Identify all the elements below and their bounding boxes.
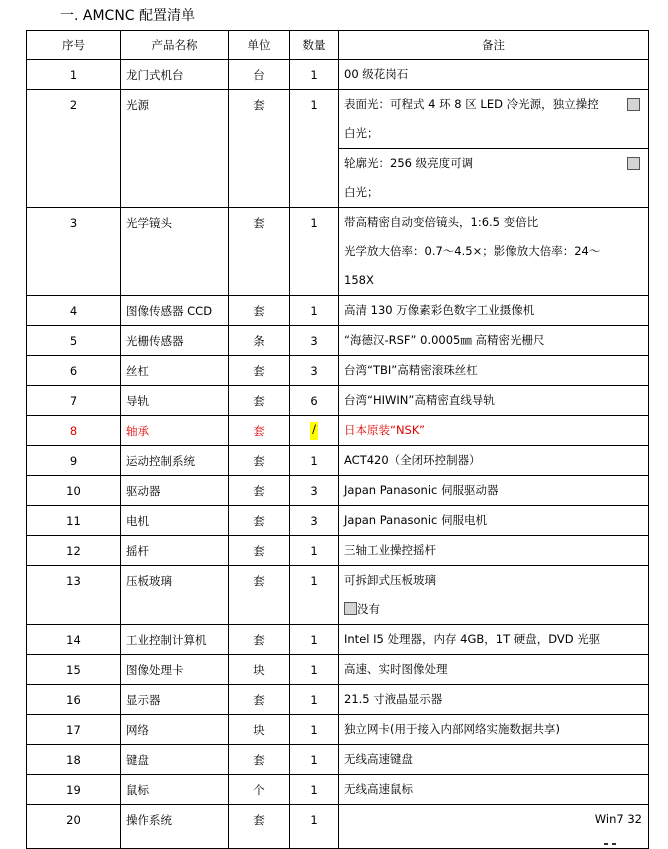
cell-name: 操作系统 [121, 805, 229, 849]
section-heading: 一. AMCNC 配置清单 [60, 8, 196, 24]
cell-note: 无线高速键盘 [339, 745, 649, 775]
table-row [27, 386, 649, 416]
cell-name: 网络 [121, 715, 229, 745]
page-mark [604, 843, 608, 845]
cell-unit: 块 [229, 715, 290, 745]
table-row [27, 296, 649, 326]
note-text: 白光； [344, 185, 379, 199]
cell-unit: 套 [229, 476, 290, 506]
note-text: 轮廓光：256 级亮度可调 [344, 156, 474, 170]
cell-no: 10 [27, 476, 121, 506]
cell-name: 键盘 [121, 745, 229, 775]
table-row-highlighted [27, 416, 649, 446]
cell-qty: 3 [290, 356, 339, 386]
cell-note [339, 566, 649, 625]
cell-no: 5 [27, 326, 121, 356]
cell-name: 工业控制计算机 [121, 625, 229, 655]
cell-note: Intel I5 处理器，内存 4GB，1T 硬盘，DVD 光驱 [339, 625, 649, 655]
cell-note: 台湾“HIWIN”高精密直线导轨 [339, 386, 649, 416]
cell-unit: 套 [229, 446, 290, 476]
cell-unit: 个 [229, 775, 290, 805]
cell-note: Japan Panasonic 伺服驱动器 [339, 476, 649, 506]
table-row [27, 326, 649, 356]
cell-name: 龙门式机台 [121, 60, 229, 90]
cell-note: 高清 130 万像素彩色数字工业摄像机 [339, 296, 649, 326]
cell-unit: 套 [229, 386, 290, 416]
cell-qty: 3 [290, 326, 339, 356]
note-text: 158X [344, 273, 374, 287]
table-row [27, 655, 649, 685]
table-row [27, 506, 649, 536]
cell-note: 高速、实时图像处理 [339, 655, 649, 685]
cell-unit: 套 [229, 356, 290, 386]
note-text: 表面光：可程式 4 环 8 区 LED 冷光源，独立操控 [344, 97, 599, 111]
table-row [27, 208, 649, 296]
cell-no: 11 [27, 506, 121, 536]
cell-unit: 套 [229, 90, 290, 208]
checkbox-icon[interactable] [627, 98, 640, 111]
header-note: 备注 [339, 31, 649, 60]
table-row [27, 90, 649, 149]
cell-unit: 套 [229, 625, 290, 655]
cell-unit: 台 [229, 60, 290, 90]
cell-qty: 1 [290, 566, 339, 625]
cell-qty: 3 [290, 506, 339, 536]
checkbox-icon[interactable] [344, 602, 357, 615]
cell-no: 17 [27, 715, 121, 745]
cell-name: 电机 [121, 506, 229, 536]
note-text: 没有 [357, 602, 380, 616]
table-row [27, 476, 649, 506]
cell-unit: 套 [229, 805, 290, 849]
cell-name: 丝杠 [121, 356, 229, 386]
cell-name: 显示器 [121, 685, 229, 715]
cell-qty: 1 [290, 536, 339, 566]
cell-note [339, 208, 649, 296]
cell-qty: 1 [290, 60, 339, 90]
note-text: 白光； [344, 126, 379, 140]
cell-name: 鼠标 [121, 775, 229, 805]
cell-no: 9 [27, 446, 121, 476]
cell-no: 20 [27, 805, 121, 849]
header-no: 序号 [27, 31, 121, 60]
cell-no: 15 [27, 655, 121, 685]
cell-qty: 1 [290, 715, 339, 745]
cell-unit: 套 [229, 506, 290, 536]
header-unit: 单位 [229, 31, 290, 60]
cell-name: 运动控制系统 [121, 446, 229, 476]
cell-unit: 套 [229, 416, 290, 446]
table-row [27, 446, 649, 476]
cell-no: 1 [27, 60, 121, 90]
cell-name: 导轨 [121, 386, 229, 416]
cell-note: 独立网卡(用于接入内部网络实施数据共享) [339, 715, 649, 745]
cell-note: “海德汉-RSF” 0.0005㎜ 高精密光栅尺 [339, 326, 649, 356]
cell-unit: 块 [229, 655, 290, 685]
cell-note [339, 149, 649, 208]
cell-no: 3 [27, 208, 121, 296]
cell-qty: 1 [290, 296, 339, 326]
table-row [27, 566, 649, 625]
table-row [27, 745, 649, 775]
table-row [27, 356, 649, 386]
cell-name: 光源 [121, 90, 229, 208]
cell-qty: 1 [290, 90, 339, 208]
cell-qty: 6 [290, 386, 339, 416]
cell-note: 三轴工业操控摇杆 [339, 536, 649, 566]
cell-no: 2 [27, 90, 121, 208]
table-row [27, 715, 649, 745]
cell-qty: 1 [290, 685, 339, 715]
cell-note: 台湾“TBI”高精密滚珠丝杠 [339, 356, 649, 386]
cell-note: ACT420（全闭环控制器） [339, 446, 649, 476]
cell-no: 18 [27, 745, 121, 775]
cell-qty: 1 [290, 655, 339, 685]
cell-name: 图像传感器 CCD [121, 296, 229, 326]
cell-note [339, 90, 649, 149]
cell-unit: 条 [229, 326, 290, 356]
cell-name: 压板玻璃 [121, 566, 229, 625]
cell-no: 14 [27, 625, 121, 655]
checkbox-icon[interactable] [627, 157, 640, 170]
cell-no: 13 [27, 566, 121, 625]
table-row [27, 60, 649, 90]
cell-qty [290, 416, 339, 446]
note-text: 带高精密自动变倍镜头，1:6.5 变倍比 [344, 215, 539, 229]
qty-text: / [312, 422, 316, 436]
cell-name: 轴承 [121, 416, 229, 446]
cell-name: 摇杆 [121, 536, 229, 566]
table-row [27, 775, 649, 805]
cell-note: 21.5 寸液晶显示器 [339, 685, 649, 715]
cell-note: Win7 32 [339, 805, 649, 849]
cell-name: 光学镜头 [121, 208, 229, 296]
cell-qty: 1 [290, 625, 339, 655]
highlight-mark [310, 422, 318, 440]
header-name: 产品名称 [121, 31, 229, 60]
cell-unit: 套 [229, 685, 290, 715]
config-table [26, 30, 649, 849]
cell-no: 8 [27, 416, 121, 446]
cell-note: Japan Panasonic 伺服电机 [339, 506, 649, 536]
table-body [27, 60, 649, 849]
table-row [27, 625, 649, 655]
cell-unit: 套 [229, 566, 290, 625]
cell-unit: 套 [229, 536, 290, 566]
cell-name: 图像处理卡 [121, 655, 229, 685]
cell-no: 12 [27, 536, 121, 566]
cell-no: 16 [27, 685, 121, 715]
cell-no: 7 [27, 386, 121, 416]
table-row [27, 685, 649, 715]
cell-qty: 1 [290, 805, 339, 849]
cell-qty: 1 [290, 208, 339, 296]
cell-unit: 套 [229, 208, 290, 296]
cell-unit: 套 [229, 296, 290, 326]
cell-note: 00 级花岗石 [339, 60, 649, 90]
cell-no: 4 [27, 296, 121, 326]
header-qty: 数量 [290, 31, 339, 60]
page-mark [612, 843, 616, 845]
cell-qty: 3 [290, 476, 339, 506]
table-row [27, 536, 649, 566]
cell-note: 日本原装“NSK” [339, 416, 649, 446]
cell-qty: 1 [290, 446, 339, 476]
cell-qty: 1 [290, 745, 339, 775]
cell-name: 驱动器 [121, 476, 229, 506]
cell-qty: 1 [290, 775, 339, 805]
note-text: 可拆卸式压板玻璃 [344, 573, 436, 587]
table-header-row [27, 31, 649, 60]
cell-name: 光栅传感器 [121, 326, 229, 356]
cell-unit: 套 [229, 745, 290, 775]
table-row [27, 805, 649, 849]
cell-no: 19 [27, 775, 121, 805]
note-text: 光学放大倍率：0.7～4.5×；影像放大倍率：24～ [344, 244, 601, 258]
cell-no: 6 [27, 356, 121, 386]
cell-note: 无线高速鼠标 [339, 775, 649, 805]
